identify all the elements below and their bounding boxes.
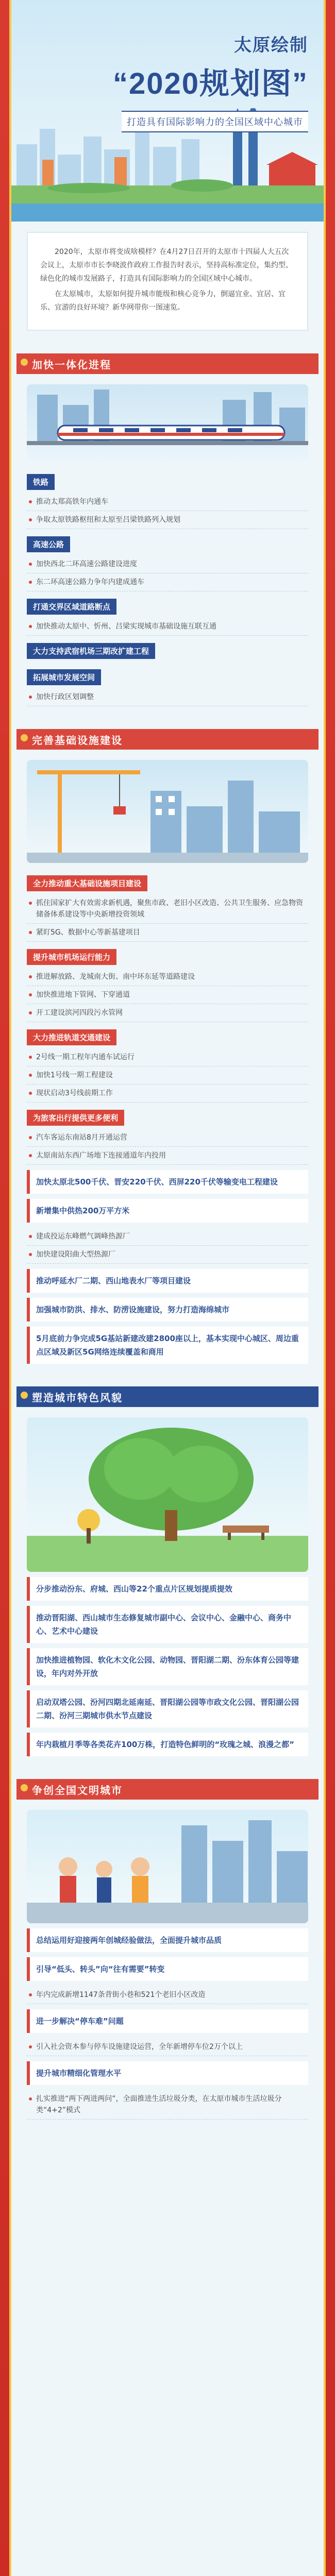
left-rail [0,0,11,2576]
page-subtitle: 打造具有国际影响力的全国区域中心城市 [122,111,308,132]
list-item: 建成投运东峰燃气调峰热源厂 [27,1228,308,1246]
list-item: 加快推进地下管网、下穿通道 [27,986,308,1004]
group [27,636,308,662]
highlight-paragraph: 总结运用好迎接两年创城经验做法，全面提升城市品质 [27,1928,308,1952]
tree-icon [27,1417,308,1572]
group-heading: 高速公路 [27,536,70,552]
highlight-paragraph: 提升城市精细化管理水平 [27,2061,308,2085]
header-banner [11,0,324,222]
park-illustration [27,1417,308,1572]
group-heading: 打通交界区域道路断点 [27,599,116,615]
section-title: 争创全国文明城市 [32,1784,123,1797]
highlight-paragraph: 启动双塔公园、汾河四期北延南延、晋阳湖公园等市政文化公园、晋阳湖公园二期、汾河三期城市供水节点建设 [27,1690,308,1727]
section-header [11,1772,324,1805]
crane-icon [27,760,308,863]
list-item: 抓住国家扩大有效需求新机遇，聚焦市政、老旧小区改造、公共卫生服务、应急物资储备体系建设等中央新增投资领域 [27,894,308,924]
highlight-paragraph: 加强城市防洪、排水、防涝设施建设，努力打造海绵城市 [27,1298,308,1321]
group [27,591,308,636]
dot-icon [21,1784,28,1791]
section-header [11,722,324,755]
dot-icon [21,1392,28,1399]
group [27,942,308,1022]
intro-paragraph: 在太原城市，太原如何提升城市能级和核心竞争力，倒逼宜业、宜居、宜乐、宜游的良好环境？新华网带你一图速览。 [40,290,286,312]
right-rail [324,0,335,2576]
group [27,529,308,591]
section-2-content [27,868,308,1364]
highlight-paragraph: 新增集中供热200万平方米 [27,1199,308,1223]
content-frame [11,0,324,2576]
group-heading: 大力支持武宿机场三期改扩建工程 [27,643,155,659]
highlight-paragraph: 进一步解决“停车难”问题 [27,2009,308,2033]
group [27,1103,308,1165]
group [27,662,308,706]
list-item: 引入社会资本参与停车设施建设运营，全年新增停车位2万个以上 [27,2038,308,2056]
section-header [11,346,324,379]
list-item: 年内完成新增1147条背街小巷和521个老旧小区改造 [27,1986,308,2004]
list-item: 开工建设滨河四段污水管网 [27,1004,308,1022]
list-item: 太原南站东西广场地下连接通道年内投用 [27,1147,308,1165]
group-heading: 大力推进轨道交通建设 [27,1029,116,1045]
highlight-paragraph: 5月底前力争完成5G基站新建改建2800座以上，基本实现中心城区、周边重点区域及新区5G网络连续覆盖和商用 [27,1327,308,1364]
section-1-content [27,467,308,706]
city-people-illustration [27,1810,308,1923]
dot-icon [21,359,28,366]
highlight-paragraph: 加快太原北500千伏、晋安220千伏、西屏220千伏等输变电工程建设 [27,1170,308,1194]
list-item: 紧盯5G、数据中心等新基建项目 [27,924,308,942]
section-header [11,1379,324,1412]
section-title: 塑造城市特色风貌 [32,1392,123,1404]
list-item: 汽车客运东南站8月开通运营 [27,1129,308,1147]
page-title: “2020规划图” [112,67,308,100]
highlight-paragraph: 推动呼延水厂二期、西山地表水厂等项目建设 [27,1269,308,1293]
section-title: 完善基础设施建设 [32,734,123,747]
list-item: 推进解放路、龙城南大街、南中环东延等道路建设 [27,968,308,986]
group-heading: 拓展城市发展空间 [27,669,101,685]
list-item: 扎实推进“两下两进两问”，全面推进生活垃圾分类，在太原市城市生活垃圾分类“4+2”模式 [27,2090,308,2120]
highlight-paragraph: 年内栽植月季等各类花卉100万株，打造特色鲜明的“玫瑰之城、浪漫之都” [27,1733,308,1756]
group-heading: 铁路 [27,474,55,490]
group-heading: 为旅客出行提供更多便利 [27,1110,124,1126]
group [27,868,308,942]
list-item: 加快西北二环高速公路建设进度 [27,555,308,573]
group [27,1022,308,1103]
group-heading: 提升城市机场运行能力 [27,949,116,965]
list-item: 加快推动太原中、忻州、吕梁实现城市基础设施互联互通 [27,618,308,636]
section-title: 加快一体化进程 [32,359,111,371]
list-item: 现状启动3号线前期工作 [27,1084,308,1103]
list-item: 推动太郑高铁年内通车 [27,493,308,511]
people-icon [27,1810,308,1923]
list-item: 加快建设阳曲大型热源厂 [27,1246,308,1264]
header-kicker: 太原绘制 [234,36,308,55]
highlight-paragraph: 引导“低头、转头”向“往有需要”转变 [27,1957,308,1981]
intro-paragraph: 2020年，太原市将变成啥模样？在4月27日召开的太原市十四届人大五次会议上，太原市市长李晓波作政府工作报告时表示，坚持高标准定位，集约型、绿色化的城市发展路子，打造具有国际影响力的全国区域中心城市。 [40,248,293,283]
group [27,467,308,529]
list-item: 2号线一期工程年内通车试运行 [27,1048,308,1066]
list-item: 东二环高速公路力争年内建成通车 [27,573,308,591]
header-titles [113,31,308,132]
group-heading: 全力推动重大基础设施项目建设 [27,875,147,891]
train-icon [27,384,308,462]
list-item: 加快行政区划调整 [27,688,308,706]
construction-illustration [27,760,308,863]
section-3-content [27,1577,308,1756]
train-illustration [27,384,308,462]
intro-box [27,232,308,331]
section-4-content [27,1928,308,2120]
list-item: 加快1号线一期工程建设 [27,1066,308,1084]
highlight-paragraph: 推动晋阳湖、西山城市生态修复城市副中心、会议中心、金融中心、商务中心、艺术中心建设 [27,1606,308,1643]
highlight-paragraph: 分步推动汾东、府城、西山等22个重点片区规划提质提效 [27,1577,308,1601]
highlight-paragraph: 加快推进植物园、软化木文化公园、动物园、晋阳湖二期、汾东体育公园等建设，年内对外开放 [27,1648,308,1685]
dot-icon [21,734,28,741]
list-item: 争取太原铁路枢纽和太原至吕梁铁路列入规划 [27,511,308,529]
